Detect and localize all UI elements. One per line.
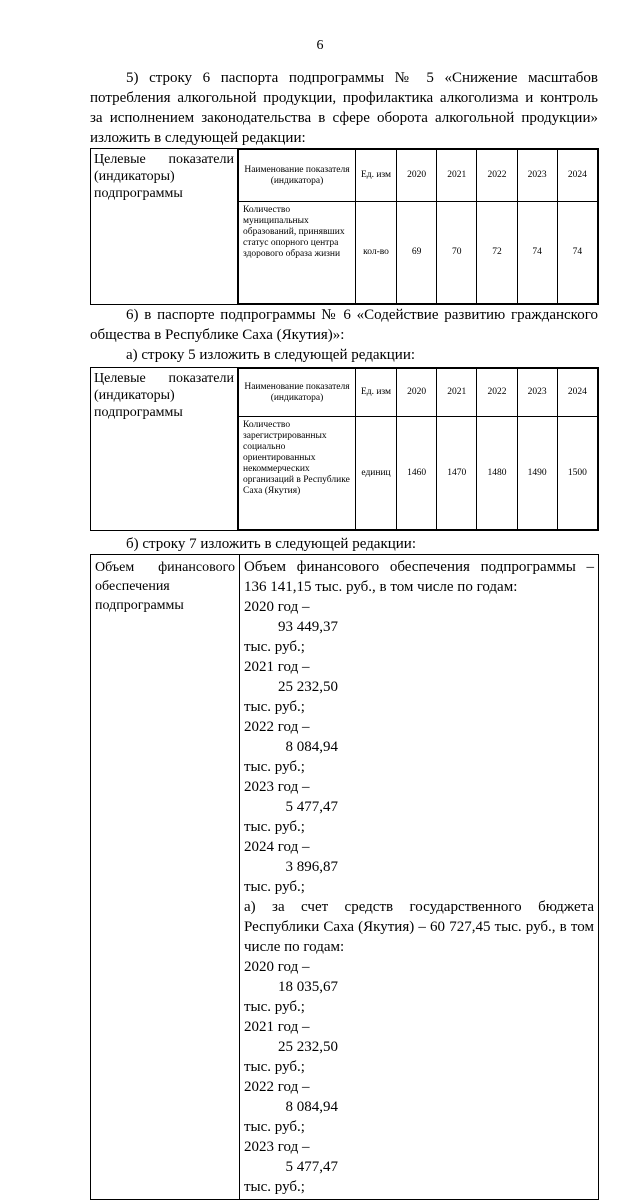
indicators-inner-table — [238, 149, 598, 304]
header-year: 2022 — [477, 369, 517, 417]
paragraph-6 — [90, 305, 598, 365]
indicator-value: 72 — [477, 202, 517, 304]
financing-line: Республики Саха (Якутия) – 60 727,45 тыс. руб., в том — [244, 919, 594, 935]
paragraph-line: потребления алкогольной продукции, профилактика алкоголизма и контроль — [90, 90, 598, 106]
state-year-row: 2020 год – 18 035,67 тыс. руб.; — [244, 959, 338, 1015]
paragraph-line: общества в Республике Саха (Якутия)»: — [90, 327, 345, 343]
financing-line: числе по годам: — [244, 939, 345, 955]
indicators-cell — [238, 149, 599, 305]
table-row — [239, 202, 598, 304]
paragraph-line: 6) в паспорте подпрограммы № 6 «Содействие развитию гражданского — [126, 307, 598, 323]
indicators-table-2 — [90, 367, 599, 531]
indicators-cell — [238, 368, 599, 531]
header-year: 2020 — [397, 150, 437, 202]
table-row — [239, 417, 598, 530]
label-line: Объем финансового — [95, 560, 235, 575]
indicator-value: 74 — [557, 202, 597, 304]
page-number: 6 — [316, 38, 324, 53]
financing-table — [90, 554, 599, 1200]
label-line: (индикаторы) — [94, 169, 175, 184]
header-unit: Ед. изм — [356, 150, 397, 202]
table-header-row — [239, 369, 598, 417]
header-year: 2021 — [437, 369, 477, 417]
header-name: Наименование показателя (индикатора) — [239, 150, 356, 202]
indicator-name: Количество муниципальных образований, принявших статус опорного центра здорового образа жизни — [239, 202, 356, 304]
label-line: подпрограммы — [94, 405, 183, 420]
paragraph-5 — [90, 68, 598, 148]
header-year: 2024 — [557, 369, 597, 417]
header-year: 2023 — [517, 369, 557, 417]
header-unit: Ед. изм — [356, 369, 397, 417]
paragraph-line: 5) строку 6 паспорта подпрограммы № 5 «Снижение масштабов — [126, 70, 598, 86]
financing-details — [240, 555, 599, 1200]
financing-line: Объем финансового обеспечения подпрограммы – — [244, 559, 594, 575]
indicators-inner-table — [238, 368, 598, 530]
indicator-value: 70 — [437, 202, 477, 304]
label-line: Целевые показатели — [94, 152, 234, 167]
header-year: 2023 — [517, 150, 557, 202]
paragraph-line: б) строку 7 изложить в следующей редакции: — [126, 536, 416, 552]
paragraph-line: изложить в следующей редакции: — [90, 130, 306, 146]
paragraph-line: за исполнением законодательства в сфере оборота алкогольной продукции» — [90, 110, 598, 126]
total-year-row: 2023 год – 5 477,47 тыс. руб.; — [244, 779, 338, 835]
total-year-row: 2020 год – 93 449,37 тыс. руб.; — [244, 599, 338, 655]
total-year-row: 2022 год – 8 084,94 тыс. руб.; — [244, 719, 338, 775]
indicator-unit: единиц — [356, 417, 397, 530]
state-year-row: 2021 год – 25 232,50 тыс. руб.; — [244, 1019, 338, 1075]
indicator-value: 1490 — [517, 417, 557, 530]
indicator-value: 69 — [397, 202, 437, 304]
header-year: 2021 — [437, 150, 477, 202]
total-year-row: 2024 год – 3 896,87 тыс. руб.; — [244, 839, 338, 895]
state-year-row: 2023 год – 5 477,47 тыс. руб.; — [244, 1139, 338, 1195]
indicator-value: 1470 — [437, 417, 477, 530]
label-line: обеспечения — [95, 579, 170, 594]
label-line: (индикаторы) — [94, 388, 175, 403]
label-line: подпрограммы — [95, 598, 184, 613]
financing-line: 136 141,15 тыс. руб., в том числе по годам: — [244, 579, 518, 595]
header-name: Наименование показателя (индикатора) — [239, 369, 356, 417]
paragraph-6b — [90, 534, 598, 554]
indicator-value: 1460 — [397, 417, 437, 530]
indicator-unit: кол-во — [356, 202, 397, 304]
label-line: подпрограммы — [94, 186, 183, 201]
financing-label — [91, 555, 240, 1200]
paragraph-line: а) строку 5 изложить в следующей редакции: — [126, 347, 416, 363]
indicator-name: Количество зарегистрированных социально ориентированных некоммерческих организаций в Республике Саха (Якутия) — [239, 417, 356, 530]
header-year: 2022 — [477, 150, 517, 202]
indicators-table-1 — [90, 148, 599, 305]
indicator-value: 74 — [517, 202, 557, 304]
state-year-row: 2022 год – 8 084,94 тыс. руб.; — [244, 1079, 338, 1135]
header-year: 2020 — [397, 369, 437, 417]
label-line: Целевые показатели — [94, 371, 234, 386]
total-year-row: 2021 год – 25 232,50 тыс. руб.; — [244, 659, 338, 715]
indicator-value: 1500 — [557, 417, 597, 530]
indicators-label — [91, 368, 238, 531]
indicator-value: 1480 — [477, 417, 517, 530]
financing-line: а) за счет средств государственного бюджета — [244, 899, 594, 915]
header-year: 2024 — [557, 150, 597, 202]
table-header-row — [239, 150, 598, 202]
indicators-label — [91, 149, 238, 305]
